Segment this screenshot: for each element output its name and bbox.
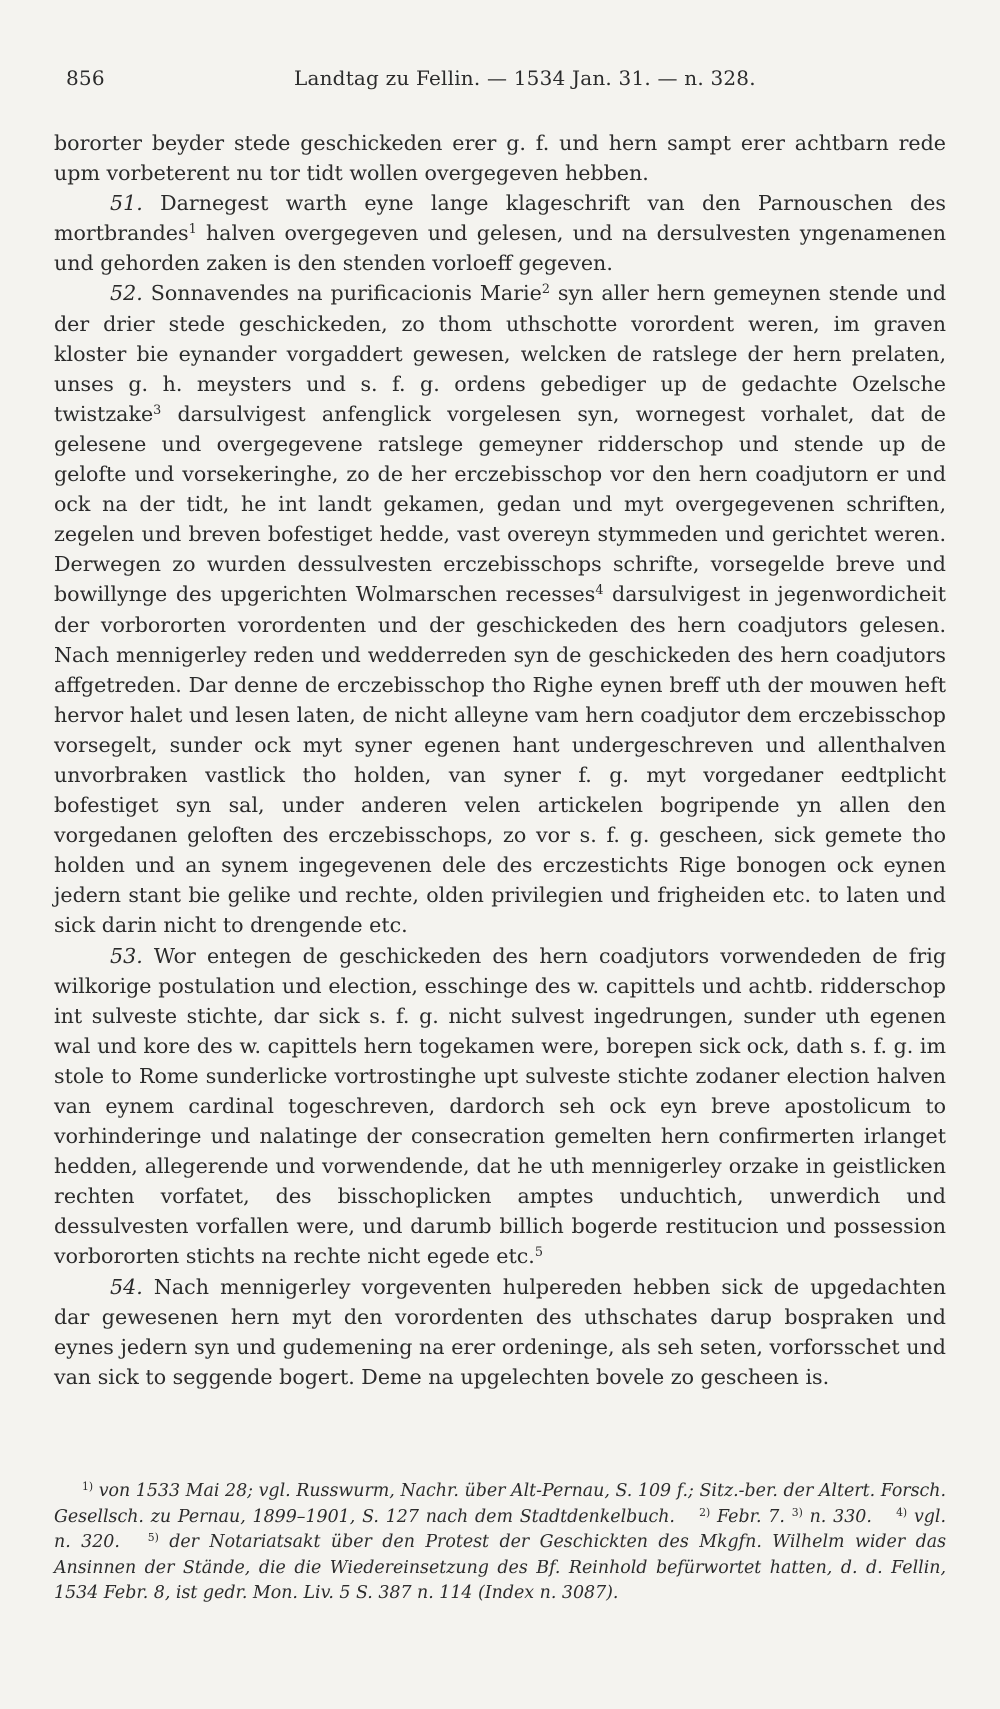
footnote-5: der Notariatsakt über den Protest der Geschickten des Mkgfn. Wilhelm wider das Ansinnen der Stände, die die Wiedereinsetzung des Bf. Reinhold befürwortet hatten, d. d. Fellin, 1534 Febr. 8, ist gedr. Mon. Liv. 5 S. 387 n. 114 (Index n. 3087). (54, 1532, 946, 1603)
footnote-mark: 1) (82, 1480, 94, 1494)
footnote-ref: 2 (541, 282, 550, 298)
footnote-2: Febr. 7. (717, 1506, 785, 1527)
footnote-4: vgl. n. 320. (54, 1506, 946, 1552)
paragraph-51: 51. Darnegest warth eyne lange klageschrift van den Parnouschen des mortbrandes$^1$ halven overgegeven und gelesen, und na dersulvesten yngenamenen und gehorden zaken is den stenden vorloeff gegeven. (54, 191, 946, 276)
footnote-ref: 5 (534, 1245, 543, 1261)
page-number: 856 (66, 66, 105, 90)
footnote-mark: 2) (699, 1505, 711, 1519)
footnote-ref: 3 (153, 402, 162, 418)
running-title: Landtag zu Fellin. — 1534 Jan. 31. — n. 328. (294, 66, 756, 90)
page-header (66, 66, 944, 98)
footnote-3: n. 330. (809, 1506, 872, 1527)
footnote-mark: 3) (791, 1505, 803, 1519)
section-number: 52. (110, 281, 143, 306)
section-number: 53. (110, 943, 143, 968)
footnote-mark: 5) (147, 1531, 159, 1545)
footnote-ref: 4 (595, 583, 604, 599)
section-number: 51. (110, 191, 143, 216)
paragraph-52: 52. Sonnavendes na purificacionis Marie$^2$ syn aller hern gemeynen stende und der drier stede geschickeden, zo thom uthschotte vorordent weren, im graven kloster bie eynander vorgaddert gewesen, welcken de ratslege der hern prelaten, unses g. h. meysters und s. f. g. ordens gebediger up de gedachte Ozelsche twistzake$^3$ darsulvigest anfenglick vorgelesen syn, wornegest vorhalet, dat de gelesene und overgegevene ratslege gemeyner ridderschop und stende up de gelofte und vorsekeringhe, zo de her erczebisschop vor den hern coadjutorn er und ock na der tidt, he int landt gekamen, gedan und myt overgegevenen schriften, zegelen und breven bofestiget hedde, vast overeyn stymmeden und gerichtet weren. Derwegen zo wurden dessulvesten erczebisschops schrifte, vorsegelde breve und bowillynge des upgerichten Wolmarschen recesses$^4$ darsulvigest in jegenwordicheit der vorbororten vorordenten und der geschickeden des hern coadjutors gelesen. Nach mennigerley reden und wedderreden syn de geschickeden des hern coadjutors affgetreden. Dar denne de erczebisschop tho Righe eynen breff uth der mouwen heft hervor halet und lesen laten, de nicht alleyne vam hern coadjutor dem erczebisschop vorsegelt, sunder ock myt syner egenen hant undergeschreven und allenthalven unvorbraken vastlick tho holden, van syner f. g. myt vorgedaner eedtplicht bofestiget syn sal, under anderen velen artickelen bogripende yn allen den vorgedanen geloften des erczebisschops, zo vor s. f. g. gescheen, sick gemete tho holden und an synem ingegevenen dele des erczestichts Rige bonogen ock eynen jedern stant bie gelike und rechte, olden privilegien und frigheiden etc. to laten und sick darin nicht to drengende etc. (54, 281, 947, 938)
footnote-mark: 4) (896, 1505, 908, 1519)
section-number: 54. (110, 1274, 143, 1299)
paragraph-53: 53. Wor entegen de geschickeden des hern coadjutors vorwendeden de frig wilkorige postulation und election, esschinge des w. capittels und achtb. ridderschop int sulveste stichte, dar sick s. f. g. nicht sulvest ingedrungen, sunder uth egenen wal und kore des w. capittels hern togekamen were, borepen sick ock, dath s. f. g. im stole to Rome sunderlicke vortrostinghe upt sulveste stichte zodaner election halven van eynem cardinal togeschreven, dardorch seh ock eyn breve apostolicum to vorhinderinge und nalatinge der consecration gemelten hern confirmerten irlanget hedden, allegerende und vorwendende, dat he uth mennigerley orzake in geistlicken rechten vorfatet, des bisschoplicken amptes unduchtich, unwerdich und dessulvesten vorfallen were, und darumb billich bogerde restitucion und possession vorbororten stichts na rechte nicht egede etc.$^5$ (54, 943, 946, 1269)
paragraph-54: 54. Nach mennigerley vorgeventen hulpereden hebben sick de upgedachten dar gewesenen hern myt den vorordenten des uthschates darup bospraken und eynes jedern syn und gudemening na erer ordeninge, als seh seten, vorforsschet und van sick to seggende bogert. Deme na upgelechten bovele zo gescheen is. (54, 1274, 946, 1389)
footnotes (54, 1479, 946, 1607)
body-text (54, 128, 946, 1392)
footnote-1: von 1533 Mai 28; vgl. Russwurm, Nachr. über Alt-Pernau, S. 109 f.; Sitz.-ber. der Altert. Forsch. Gesellsch. zu Pernau, 1899–1901, S. 127 nach dem Stadtdenkelbuch. (54, 1481, 946, 1527)
paragraph-continuation: bororter beyder stede geschickeden erer g. f. und hern sampt erer achtbarn rede upm vorbeterent nu tor tidt wollen overgegeven hebben. (54, 131, 946, 186)
footnote-ref: 1 (188, 222, 197, 238)
footnote-block (54, 1479, 946, 1607)
